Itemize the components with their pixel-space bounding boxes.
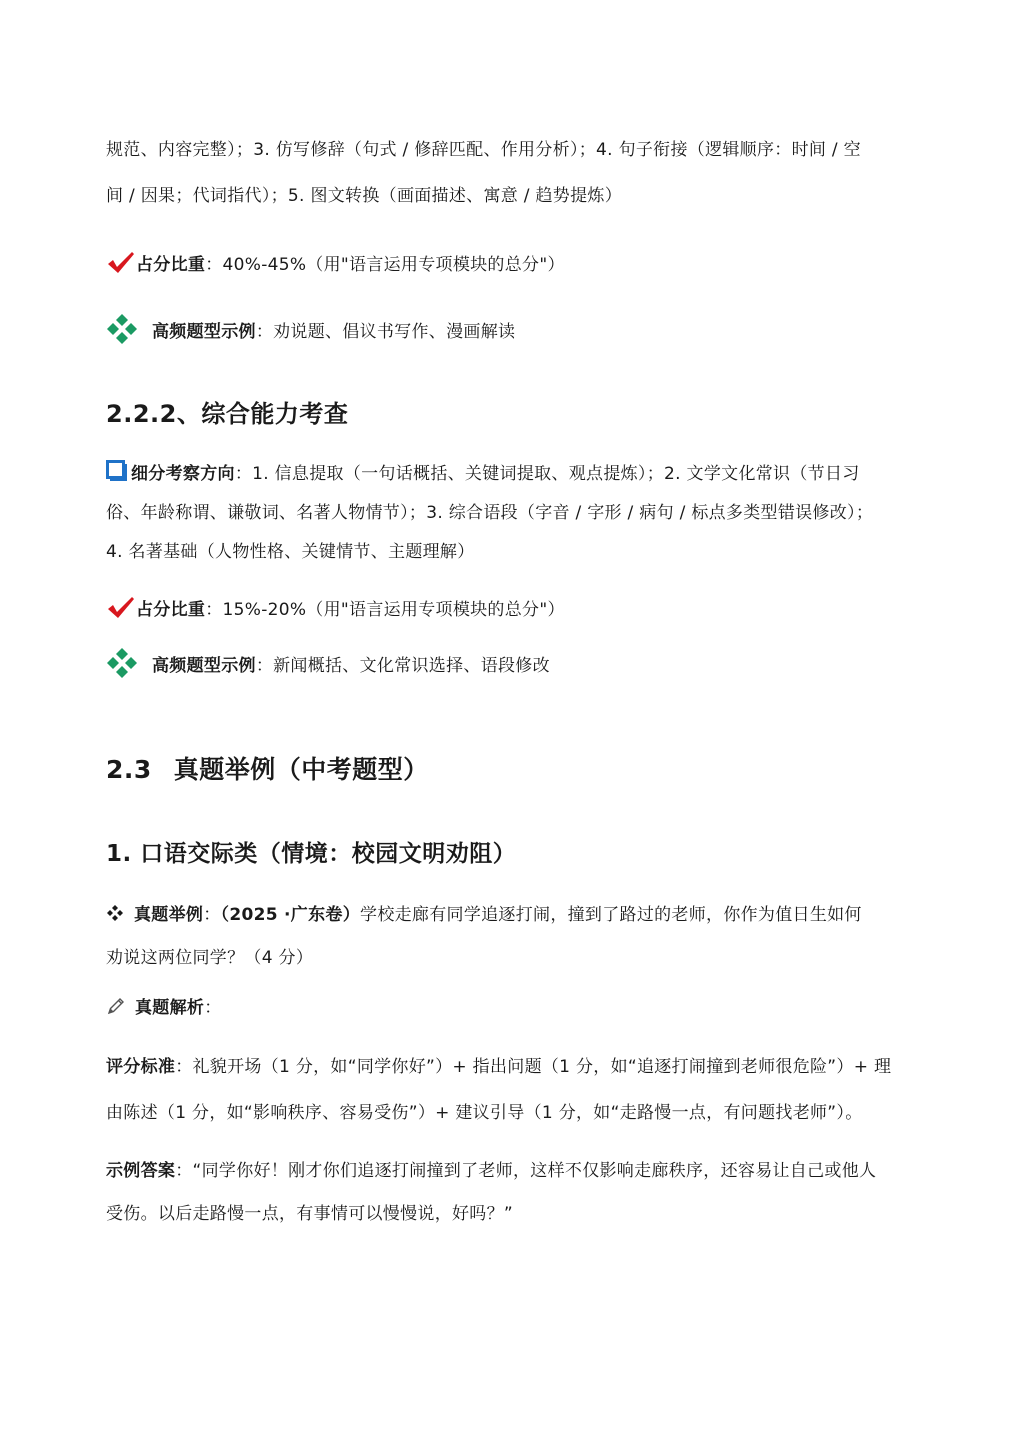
direction-block — [106, 455, 921, 572]
text-line: 劝说这两位同学？（4 分） — [106, 948, 314, 968]
square-icon — [106, 460, 128, 482]
text-line — [106, 1044, 921, 1090]
direction-text: ：1. 信息提取（一句话概括、关键词提取、观点提炼）；2. 文学文化常识（节日习 — [234, 464, 860, 484]
checkmark-icon — [106, 595, 135, 620]
example-block — [106, 894, 921, 980]
section-heading-2-3 — [106, 750, 921, 786]
freq-value: ：新闻概括、文化常识选择、语段修改 — [255, 655, 550, 676]
heading-text — [106, 750, 921, 786]
text-line: 受伤。以后走路慢一点，有事情可以慢慢说，好吗？” — [106, 1204, 514, 1224]
freq-row-2 — [106, 646, 921, 680]
oral-heading — [106, 835, 921, 868]
text-line: 规范、内容完整）；3. 仿写修辞（句式 / 修辞匹配、作用分析）；4. 句子衔接（逻辑顺序：时间 / 空 — [106, 140, 861, 160]
criteria-label: 评分标准 — [106, 1057, 176, 1077]
colon: ： — [203, 905, 221, 925]
text-line — [106, 1150, 921, 1193]
weight-label: 占分比重 — [136, 599, 206, 620]
heading-number: 2.3 — [106, 755, 152, 784]
text-line: 间 / 因果；代词指代）；5. 图文转换（画面描述、寓意 / 趋势提炼） — [106, 186, 622, 206]
weight-row-1 — [106, 246, 921, 278]
section-heading-2-2-2 — [106, 394, 921, 429]
heading-text: 2.2.2、综合能力考查 — [106, 400, 349, 428]
criteria-block — [106, 1044, 921, 1136]
diamond-cluster-icon — [106, 313, 138, 345]
direction-label: 细分考察方向 — [131, 464, 235, 484]
text-line: 由陈述（1 分，如“影响秩序、容易受伤”）+ 建议引导（1 分，如“走路慢一点，有问题找老师”）。 — [106, 1103, 863, 1123]
weight-label: 占分比重 — [136, 254, 206, 275]
example-source: （2025 ·广东卷） — [220, 905, 361, 925]
freq-row-1 — [106, 312, 921, 346]
analysis-label: 真题解析 — [135, 998, 205, 1018]
checkmark-icon — [106, 250, 135, 275]
example-label: 真题举例 — [134, 905, 204, 925]
pencil-icon — [106, 996, 126, 1016]
text-line — [106, 455, 921, 494]
text-line: 俗、年龄称谓、谦敬词、名著人物情节）；3. 综合语段（字音 / 字形 / 病句 / 标点多类型错误修改）； — [106, 503, 874, 523]
text-line — [106, 894, 921, 937]
answer-text: ：“同学你好！刚才你们追逐打闹撞到了老师，这样不仅影响走廊秩序，还容易让自己或他人 — [175, 1161, 877, 1181]
analysis-row — [106, 987, 921, 1030]
answer-block — [106, 1150, 921, 1236]
freq-label: 高频题型示例 — [152, 321, 256, 342]
text-line — [106, 987, 921, 1030]
freq-value: ：劝说题、倡议书写作、漫画解读 — [255, 321, 516, 342]
answer-label: 示例答案 — [106, 1161, 176, 1181]
weight-value: ：15%-20%（用"语言运用专项模块的总分"） — [205, 599, 565, 620]
language-use-items — [106, 127, 921, 219]
four-dots-icon — [106, 904, 124, 922]
heading-text: 1. 口语交际类（情境：校园文明劝阻） — [106, 841, 517, 867]
criteria-text: ：礼貌开场（1 分，如“同学你好”）+ 指出问题（1 分，如“追逐打闹撞到老师很危险”）+ 理 — [175, 1057, 892, 1077]
weight-value: ：40%-45%（用"语言运用专项模块的总分"） — [205, 254, 565, 275]
freq-label: 高频题型示例 — [152, 655, 256, 676]
weight-row-2 — [106, 591, 921, 623]
heading-title: 真题举例（中考题型） — [173, 755, 429, 784]
text-line: 4. 名著基础（人物性格、关键情节、主题理解） — [106, 542, 475, 562]
colon: ： — [204, 998, 222, 1018]
diamond-cluster-icon — [106, 647, 138, 679]
example-text: 学校走廊有同学追逐打闹，撞到了路过的老师，你作为值日生如何 — [360, 905, 862, 925]
